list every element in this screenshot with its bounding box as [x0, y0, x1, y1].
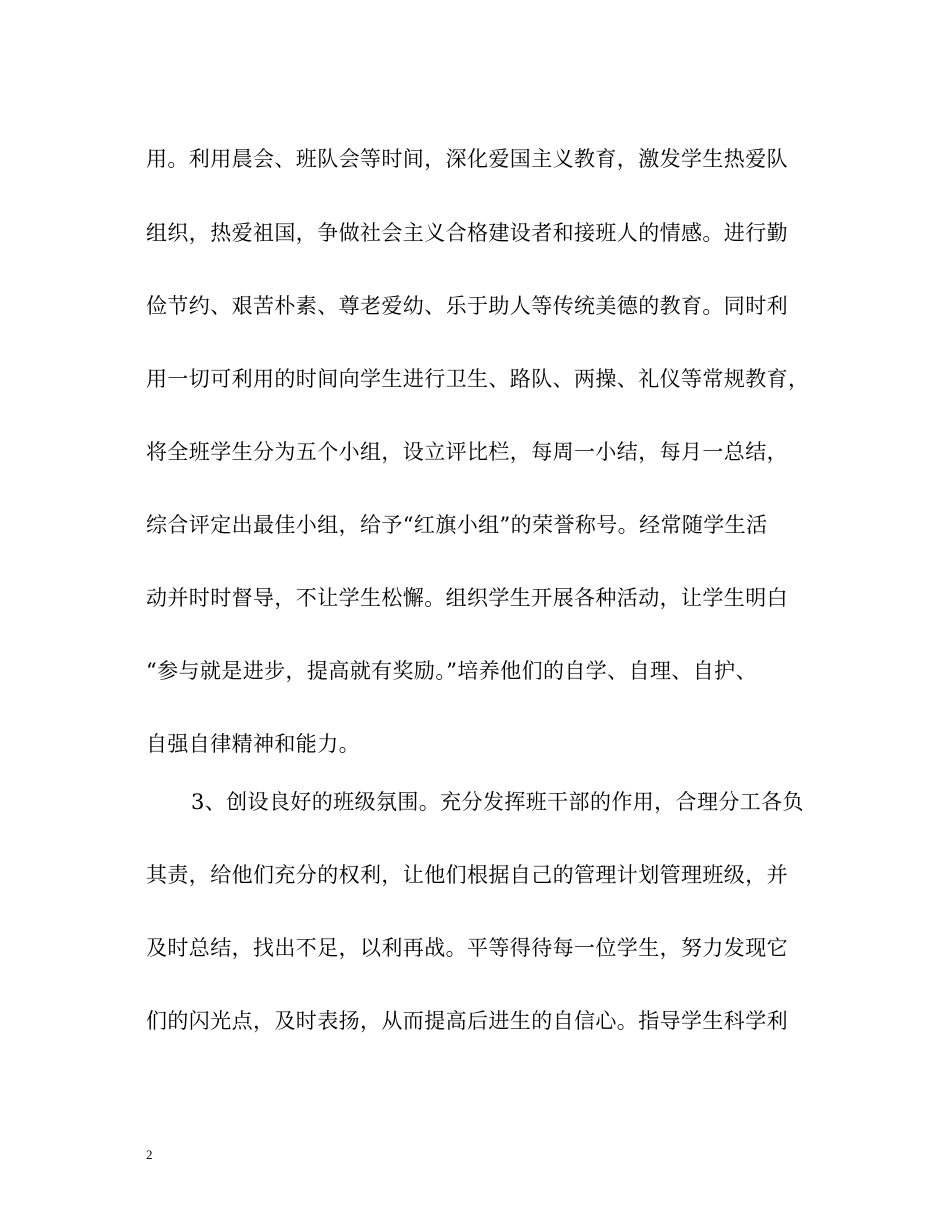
text-line: 动并时时督导，不让学生松懈。组织学生开展各种活动，让学生明白	[146, 586, 788, 610]
text-line: 用。利用晨会、班队会等时间，深化爱国主义教育，激发学生热爱队	[146, 147, 788, 171]
text-line: 组织，热爱祖国，争做社会主义合格建设者和接班人的情感。进行勤	[146, 221, 788, 245]
paragraph-start-line: 3、创设良好的班级氛围。充分发挥班干部的作用，合理分工各负	[191, 790, 804, 814]
text-line: 们的闪光点，及时表扬，从而提高后进生的自信心。指导学生科学利	[146, 1009, 788, 1033]
text-line: 用一切可利用的时间向学生进行卫生、路队、两操、礼仪等常规教育，	[146, 367, 810, 391]
text-line: 其责，给他们充分的权利，让他们根据自己的管理计划管理班级，并	[146, 863, 788, 887]
text-line: 将全班学生分为五个小组，设立评比栏，每周一小结，每月一总结，	[146, 440, 788, 464]
page-number: 2	[146, 1147, 153, 1162]
text-line: 自强自律精神和能力。	[146, 732, 360, 756]
text-line: 及时总结，找出不足，以利再战。平等得待每一位学生，努力发现它	[146, 936, 788, 960]
text-line: 俭节约、艰苦朴素、尊老爱幼、乐于助人等传统美德的教育。同时利	[146, 294, 788, 318]
text-line: “参与就是进步，提高就有奖励。”培养他们的自学、自理、自护、	[146, 659, 757, 683]
text-line: 综合评定出最佳小组，给予“红旗小组”的荣誉称号。经常随学生活	[146, 513, 768, 537]
